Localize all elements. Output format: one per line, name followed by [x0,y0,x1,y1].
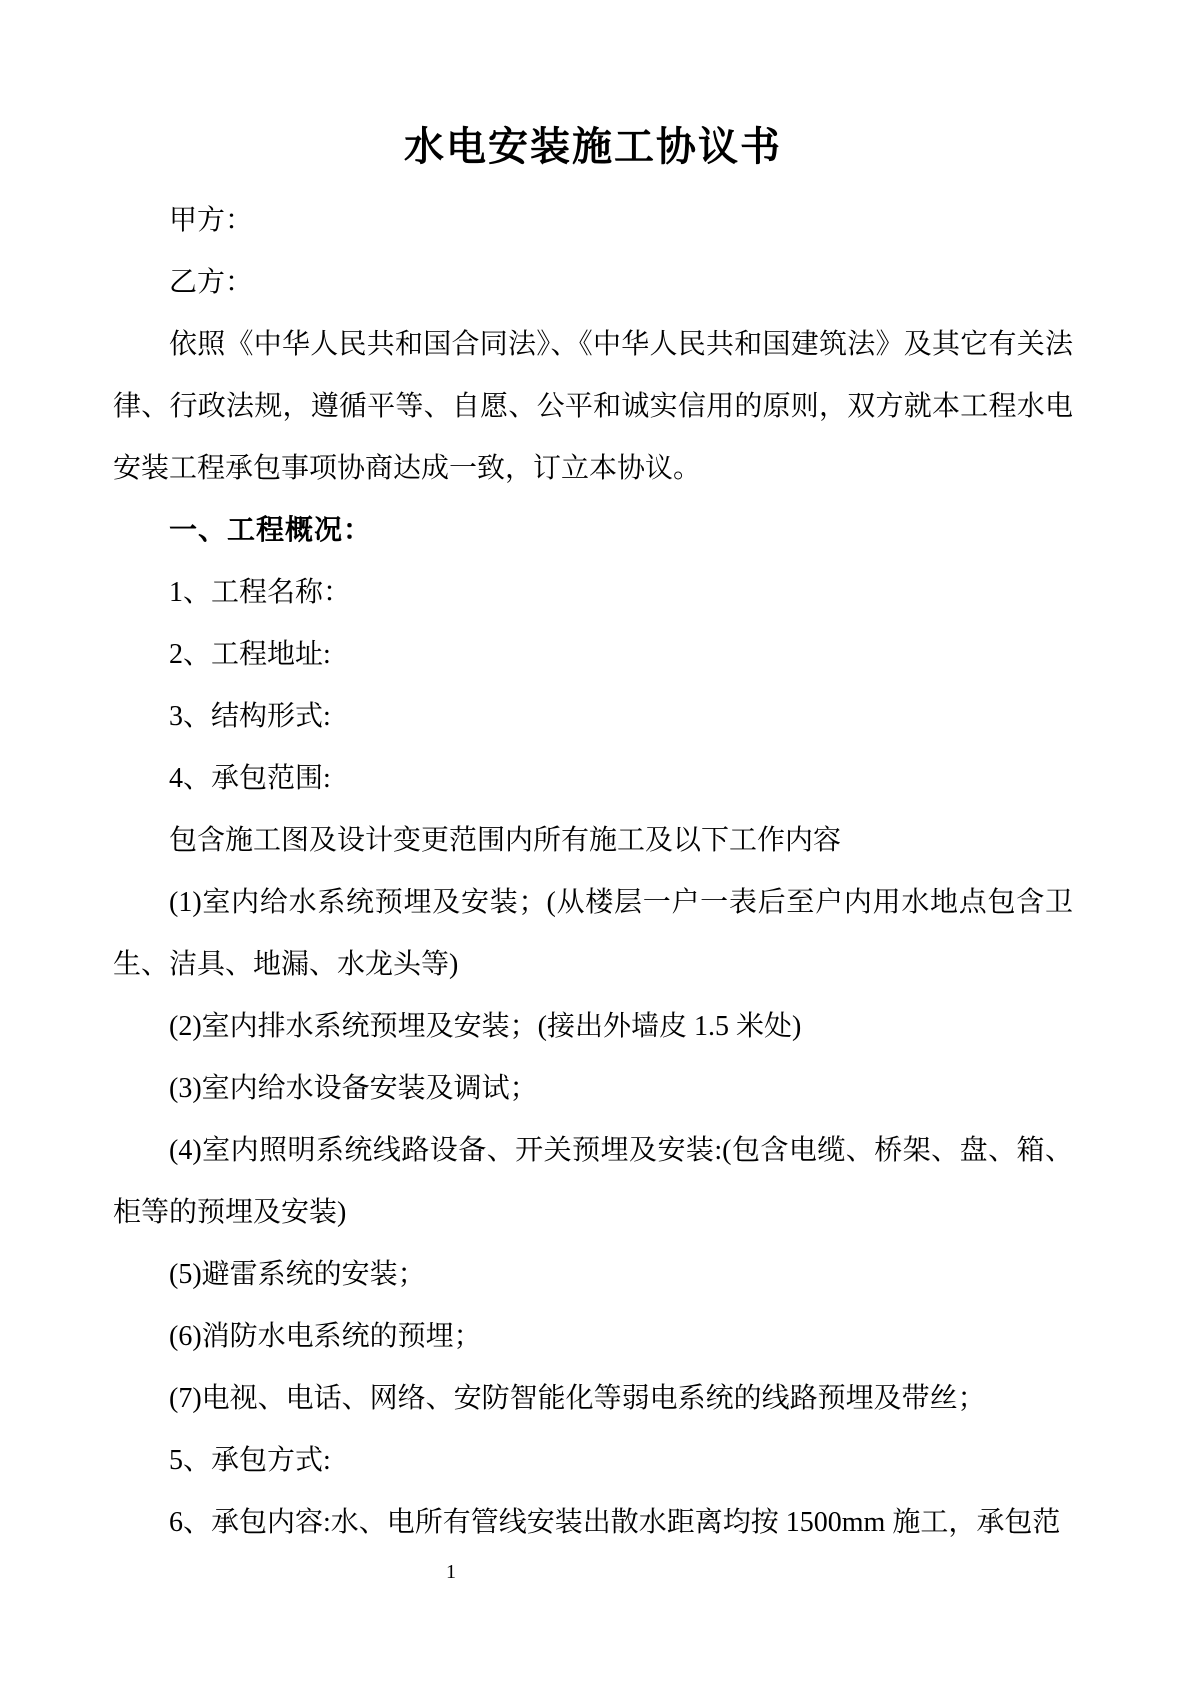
scope-subitem-2: (2)室内排水系统预埋及安装；(接出外墙皮 1.5 米处) [169,1011,802,1042]
scope-subitem-7: (7)电视、电话、网络、安防智能化等弱电系统的线路预埋及带丝； [169,1383,986,1414]
scope-subitem-4: (4)室内照明系统线路设备、开关预埋及安装:(包含电缆、桥架、盘、箱、柜等的预埋及安装) [113,1135,1073,1228]
paragraph-party-a: 甲方： [169,205,254,236]
list-item-contract-content: 6、承包内容:水、电所有管线安装出散水距离均按 1500mm 施工，承包范 [169,1507,1061,1538]
scope-subitem-5: (5)避雷系统的安装； [169,1259,426,1290]
list-item-contract-method: 5、承包方式: [169,1445,331,1476]
scope-subitem-1: (1)室内给水系统预埋及安装；(从楼层一户一表后至户内用水地点包含卫生、洁具、地漏、水龙头等) [113,887,1073,980]
document-title [113,104,1073,190]
list-item-project-address: 2、工程地址: [169,639,331,670]
paragraph-party-b: 乙方： [169,267,254,298]
paragraph-preamble: 依照《中华人民共和国合同法》、《中华人民共和国建筑法》及其它有关法律、行政法规，遵循平等、自愿、公平和诚实信用的原则，双方就本工程水电安装工程承包事项协商达成一致，订立本协议。 [113,329,1073,484]
section-heading-project-overview: 一、工程概况： [169,515,373,546]
list-item-contract-scope: 4、承包范围: [169,763,331,794]
document-title-text: 水电安装施工协议书 [404,124,782,169]
list-item-structure-type: 3、结构形式: [169,701,331,732]
page-number: 1 [446,1561,456,1583]
list-item-project-name: 1、工程名称： [169,577,352,608]
scope-subitem-6: (6)消防水电系统的预埋； [169,1321,482,1352]
scope-subitem-3: (3)室内给水设备安装及调试； [169,1073,538,1104]
paragraph-scope-intro: 包含施工图及设计变更范围内所有施工及以下工作内容 [169,825,842,856]
